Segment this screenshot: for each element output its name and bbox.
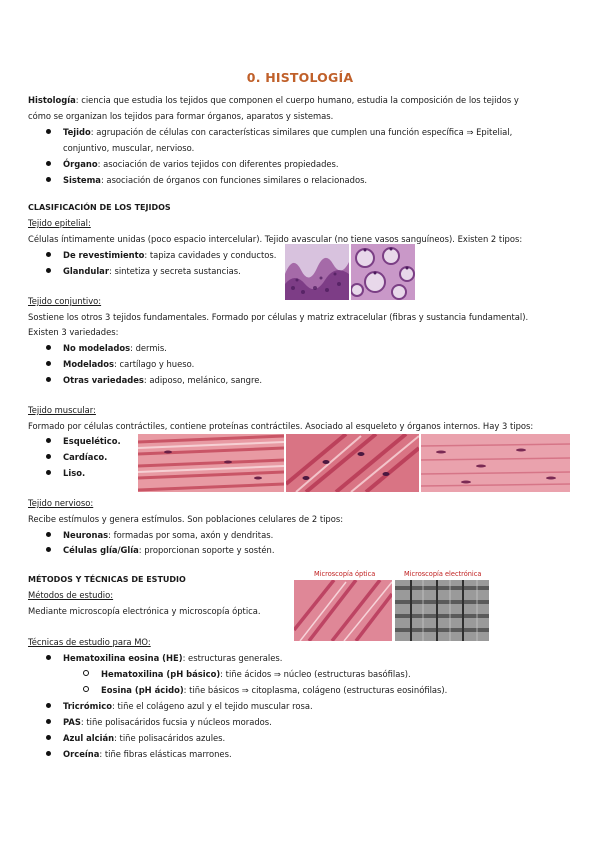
tecnica-item-he: Hematoxilina eosina (HE): estructuras generales.: [46, 650, 282, 666]
tecnica-item-pas: PAS: tiñe polisacáridos fucsia y núcleos morados.: [46, 714, 272, 730]
skeletal-muscle-image: [138, 434, 284, 492]
section-heading-metodos: MÉTODOS Y TÉCNICAS DE ESTUDIO: [28, 575, 186, 584]
tecnica-subitem-eosina: Eosina (pH ácido): tiñe básicos ⇒ citoplasma, colágeno (estructuras eosinófilas).: [83, 682, 447, 698]
subheading-conjuntivo: Tejido conjuntivo:: [28, 296, 102, 306]
conjuntivo-item-modelados: Modelados: cartílago y hueso.: [46, 356, 194, 372]
bullet-icon: [46, 345, 51, 350]
conjuntivo-item-no-modelados: No modelados: dermis.: [46, 340, 167, 356]
optical-microscopy-image: [294, 580, 392, 641]
bullet-icon: [46, 454, 51, 459]
nervioso-desc: Recibe estímulos y genera estímulos. Son poblaciones celulares de 2 tipos:: [28, 514, 344, 524]
bullet-icon: [46, 735, 51, 740]
muscular-item-cardiaco: Cardíaco.: [46, 449, 107, 465]
hollow-bullet-icon: [83, 670, 89, 676]
bullet-icon: [46, 703, 51, 708]
bullet-icon: [46, 655, 51, 660]
tecnica-subitem-hematoxilina: Hematoxilina (pH básico): tiñe ácidos ⇒ núcleo (estructuras basófilas).: [83, 666, 411, 682]
section-heading-clasificacion: CLASIFICACIÓN DE LOS TEJIDOS: [28, 203, 171, 212]
conjuntivo-desc-2: Existen 3 variedades:: [28, 327, 119, 337]
bullet-icon: [46, 438, 51, 443]
bullet-icon: [46, 161, 51, 166]
bullet-icon: [46, 470, 51, 475]
caption-microscopia-electronica: Microscopía electrónica: [404, 570, 482, 578]
tecnica-item-orceina: Orceína: tiñe fibras elásticas marrones.: [46, 746, 232, 762]
bullet-icon: [46, 129, 51, 134]
hollow-bullet-icon: [83, 686, 89, 692]
subheading-metodos: Métodos de estudio:: [28, 590, 114, 600]
cardiac-muscle-image: [286, 434, 419, 492]
muscular-item-liso: Liso.: [46, 465, 85, 481]
nervioso-item-neuronas: Neuronas: formadas por soma, axón y dendritas.: [46, 527, 273, 543]
subheading-epitelial: Tejido epitelial:: [28, 218, 91, 228]
bullet-icon: [46, 377, 51, 382]
definition-item-tejido-cont: conjuntivo, muscular, nervioso.: [63, 143, 195, 153]
definition-item-sistema: Sistema: asociación de órganos con funciones similares o relacionados.: [46, 172, 367, 188]
bullet-icon: [46, 751, 51, 756]
bullet-icon: [46, 177, 51, 182]
subheading-tecnicas: Técnicas de estudio para MO:: [28, 637, 151, 647]
subheading-muscular: Tejido muscular:: [28, 405, 96, 415]
tecnica-item-azul-alcian: Azul alcián: tiñe polisacáridos azules.: [46, 730, 225, 746]
subheading-nervioso: Tejido nervioso:: [28, 498, 94, 508]
intro-line-2: cómo se organizan los tejidos para formar órganos, aparatos y sistemas.: [28, 111, 334, 121]
smooth-muscle-image: [421, 434, 570, 492]
epithelial-glandular-image: [351, 244, 415, 300]
epitelial-item-revestimiento: De revestimiento: tapiza cavidades y conductos.: [46, 247, 276, 263]
epitelial-item-glandular: Glandular: sintetiza y secreta sustancias.: [46, 263, 241, 279]
nervioso-item-glia: Células glía/Glía: proporcionan soporte y sostén.: [46, 542, 275, 558]
metodos-desc: Mediante microscopía electrónica y microscopía óptica.: [28, 606, 261, 616]
definition-item-organo: Órgano: asociación de varios tejidos con diferentes propiedades.: [46, 156, 339, 172]
electron-microscopy-image: [395, 580, 489, 641]
bullet-icon: [46, 719, 51, 724]
intro-term: Histología: [28, 95, 76, 105]
caption-microscopia-optica: Microscopía óptica: [314, 570, 376, 578]
intro-line-1: Histología: ciencia que estudia los tejidos que componen el cuerpo humano, estudia la composición de los tejidos y: [28, 95, 519, 105]
definition-item-tejido: Tejido: agrupación de células con características similares que cumplen una función específica ⇒ Epitelial,: [46, 124, 512, 140]
epitelial-desc: Células íntimamente unidas (poco espacio intercelular). Tejido avascular (no tiene vasos sanguíneos). Existen 2 tipos:: [28, 234, 523, 244]
bullet-icon: [46, 268, 51, 273]
bullet-icon: [46, 252, 51, 257]
conjuntivo-desc-1: Sostiene los otros 3 tejidos fundamentales. Formado por células y matriz extracelular (fibras y sustancia fundamental).: [28, 312, 529, 322]
muscular-item-esqueletico: Esquelético.: [46, 433, 121, 449]
muscular-desc: Formado por células contráctiles, contiene proteínas contráctiles. Asociado al esqueleto y órganos internos. Hay 3 tipos:: [28, 421, 534, 431]
bullet-icon: [46, 361, 51, 366]
bullet-icon: [46, 547, 51, 552]
conjuntivo-item-otras: Otras variedades: adiposo, melánico, sangre.: [46, 372, 262, 388]
page-title: 0. HISTOLOGÍA: [246, 70, 354, 85]
bullet-icon: [46, 532, 51, 537]
epithelial-revestimiento-image: [285, 244, 349, 300]
tecnica-item-tricromico: Tricrómico: tiñe el colágeno azul y el tejido muscular rosa.: [46, 698, 313, 714]
